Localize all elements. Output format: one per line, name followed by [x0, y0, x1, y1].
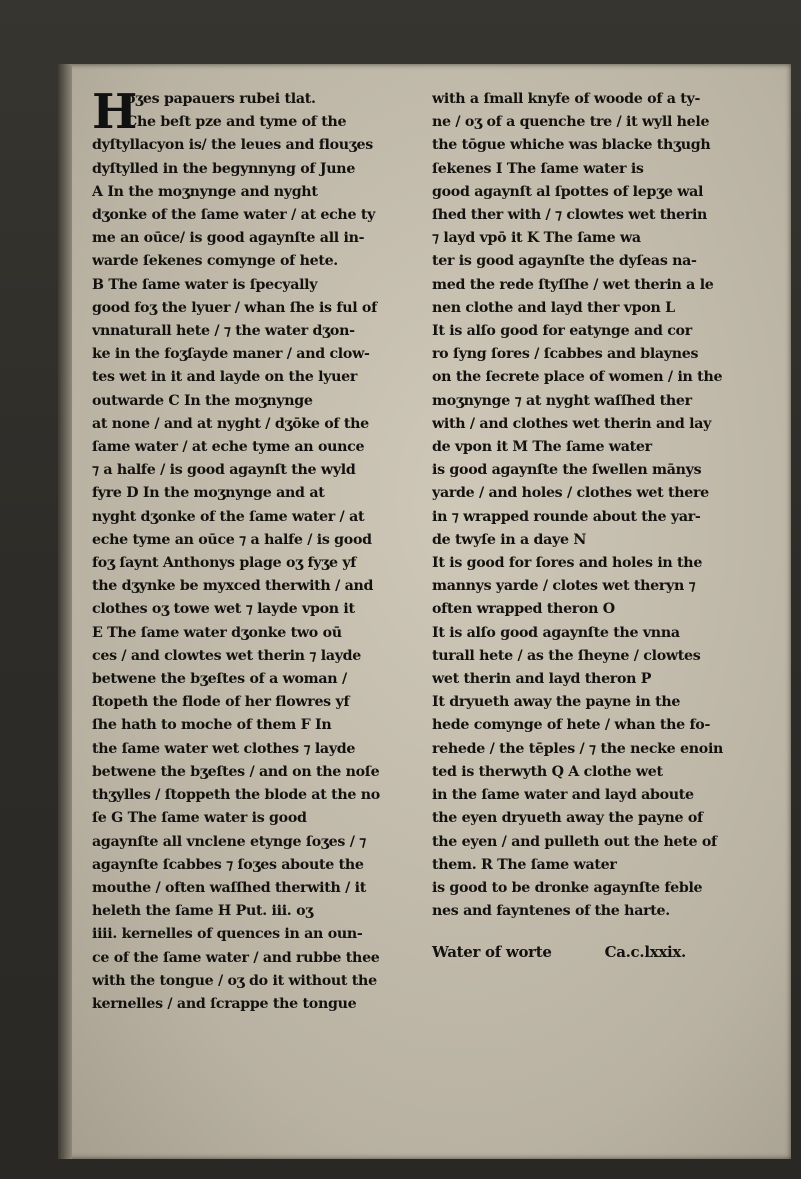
text-line: ted is therwyth Q A clothe wet — [432, 763, 663, 780]
text-line: ſhe hath to moche of them F In — [92, 717, 332, 734]
text-line: ſtopeth the flode of her flowres yf — [92, 694, 350, 711]
text-line: good agaynſt al ſpottes of lepʒe wal — [432, 183, 704, 200]
text-line: oʒes papauers rubei tlat. — [126, 91, 316, 107]
text-line: dyſtylled in the begynnyng of June — [92, 160, 356, 177]
text-line: mannys yarde / clotes wet theryn ⁊ — [432, 578, 696, 595]
text-line: mouthe / often waſſhed therwith / it — [92, 879, 367, 896]
text-line: ſame water / at eche tyme an ounce — [92, 439, 365, 456]
text-line: nen clothe and layd ther vpon L — [432, 299, 675, 316]
text-line: foʒ ſaynt Anthonys plage oʒ fyʒe yf — [92, 555, 357, 572]
page-footer — [432, 941, 762, 964]
text-line: the ſame water wet clothes ⁊ layde — [92, 740, 356, 757]
text-line: agaynſte all vnclene etynge ſoʒes / ⁊ — [92, 833, 366, 850]
text-line: the eyen / and pulleth out the hete of — [432, 833, 717, 850]
text-line: ſekenes I The ſame water is — [432, 160, 644, 177]
text-line: me an oūce/ is good agaynſte all in- — [92, 230, 365, 247]
text-line: tes wet in it and layde on the lyuer — [92, 369, 358, 386]
text-line: med the rede ſtyſſhe / wet therin a le — [432, 276, 714, 293]
text-line: heleth the ſame H Put. iii. oʒ — [92, 903, 313, 920]
text-line: ne / oʒ of a quenche tre / it wyll hele — [432, 114, 710, 131]
text-line: with a ſmall knyfe of woode of a ty- — [432, 91, 701, 107]
text-line: yarde / and holes / clothes wet there — [432, 485, 709, 502]
text-line: ro ſyng ſores / ſcabbes and blaynes — [432, 346, 699, 363]
text-line: E The ſame water dʒonke two oū — [92, 624, 342, 641]
text-line: It is alſo good for eatynge and cor — [432, 323, 692, 340]
text-line: dʒonke of the ſame water / at eche ty — [92, 207, 376, 224]
text-line: ⁊ a halfe / is good agaynſt the wyld — [92, 462, 356, 479]
text-line: A In the moʒnynge and nyght — [92, 183, 318, 200]
text-line: the tōgue whiche was blacke thʒugh — [432, 137, 711, 154]
text-line: ſe G The ſame water is good — [92, 810, 307, 827]
text-line: with the tongue / oʒ do it without the — [92, 972, 377, 989]
text-line: thʒylles / ſtoppeth the blode at the no — [92, 787, 380, 804]
text-line: de twyſe in a daye N — [432, 531, 587, 548]
text-line: It dryueth away the payne in the — [432, 694, 681, 711]
text-line: warde ſekenes comynge of hete. — [92, 253, 338, 270]
text-line: rehede / the tēples / ⁊ the necke enoin — [432, 740, 724, 757]
chapter-number: Ca.c.lxxix. — [604, 943, 686, 962]
text-line: B The ſame water is ſpecyally — [92, 276, 318, 293]
text-line: the dʒynke be myxced therwith / and — [92, 578, 374, 595]
text-line: agaynſte ſcabbes ⁊ ſoʒes aboute the — [92, 856, 364, 873]
text-line: betwene the bʒeſtes of a woman / — [92, 671, 347, 688]
right-column — [432, 88, 762, 965]
text-line: on the ſecrete place of women / in the — [432, 369, 723, 386]
text-line: turall hete / as the ſheyne / clowtes — [432, 647, 701, 664]
text-line: outwarde C In the moʒnynge — [92, 392, 313, 409]
text-line: vnnaturall hete / ⁊ the water dʒon- — [92, 323, 355, 340]
book-gutter — [58, 64, 72, 1159]
text-line: with / and clothes wet therin and lay — [432, 415, 712, 432]
right-column-text — [432, 88, 762, 923]
text-line: the eyen dryueth away the payne of — [432, 810, 703, 827]
text-line: is good to be dronke agaynſte feble — [432, 879, 703, 896]
text-line: ces / and clowtes wet therin ⁊ layde — [92, 647, 362, 664]
text-line: de vpon it M The ſame water — [432, 439, 652, 456]
text-line: eche tyme an oūce ⁊ a halfe / is good — [92, 531, 372, 548]
left-column-text — [92, 84, 422, 1016]
text-line: in the ſame water and layd aboute — [432, 787, 694, 804]
text-line: is good agaynſte the ſwellen mānys — [432, 462, 702, 479]
text-line: ke in the foʒſayde maner / and clow- — [92, 346, 370, 363]
text-line: hede comynge of hete / whan the fo- — [432, 717, 711, 734]
text-line: It is good for ſores and holes in the — [432, 555, 703, 572]
text-line: at none / and at nyght / dʒōke of the — [92, 415, 369, 432]
text-line: dyſtyllacyon is/ the leues and flouʒes — [92, 137, 373, 154]
text-line: nyght dʒonke of the ſame water / at — [92, 508, 365, 525]
text-line: ſhed ther with / ⁊ clowtes wet therin — [432, 207, 708, 224]
text-line: wet therin and layd theron P — [432, 671, 652, 688]
text-line: clothes oʒ towe wet ⁊ layde vpon it — [92, 601, 355, 618]
drop-initial: H — [92, 84, 138, 140]
running-title: Water of worte — [432, 943, 552, 962]
text-line: Che beſt pze and tyme of the — [126, 114, 347, 131]
text-line: ⁊ layd vpō it K The ſame wa — [432, 230, 641, 247]
text-line: nes and fayntenes of the harte. — [432, 903, 670, 920]
text-line: often wrapped theron O — [432, 601, 615, 618]
text-line: ter is good agaynſte the dyſeas na- — [432, 253, 697, 270]
text-line: them. R The ſame water — [432, 856, 617, 873]
text-line: moʒnynge ⁊ at nyght waſſhed ther — [432, 392, 692, 409]
text-line: in ⁊ wrapped rounde about the yar- — [432, 508, 701, 525]
text-line: betwene the bʒeſtes / and on the noſe — [92, 763, 380, 780]
left-column — [92, 84, 422, 1016]
text-line: ce of the ſame water / and rubbe thee — [92, 949, 380, 966]
text-line: It is alſo good agaynſte the vnna — [432, 624, 680, 641]
text-line: fyre D In the moʒnynge and at — [92, 485, 325, 502]
text-line: kernelles / and ſcrappe the tongue — [92, 995, 357, 1012]
text-line: iiii. kernelles of quences in an oun- — [92, 926, 363, 943]
text-line: good foʒ the lyuer / whan ſhe is ful of — [92, 299, 377, 316]
